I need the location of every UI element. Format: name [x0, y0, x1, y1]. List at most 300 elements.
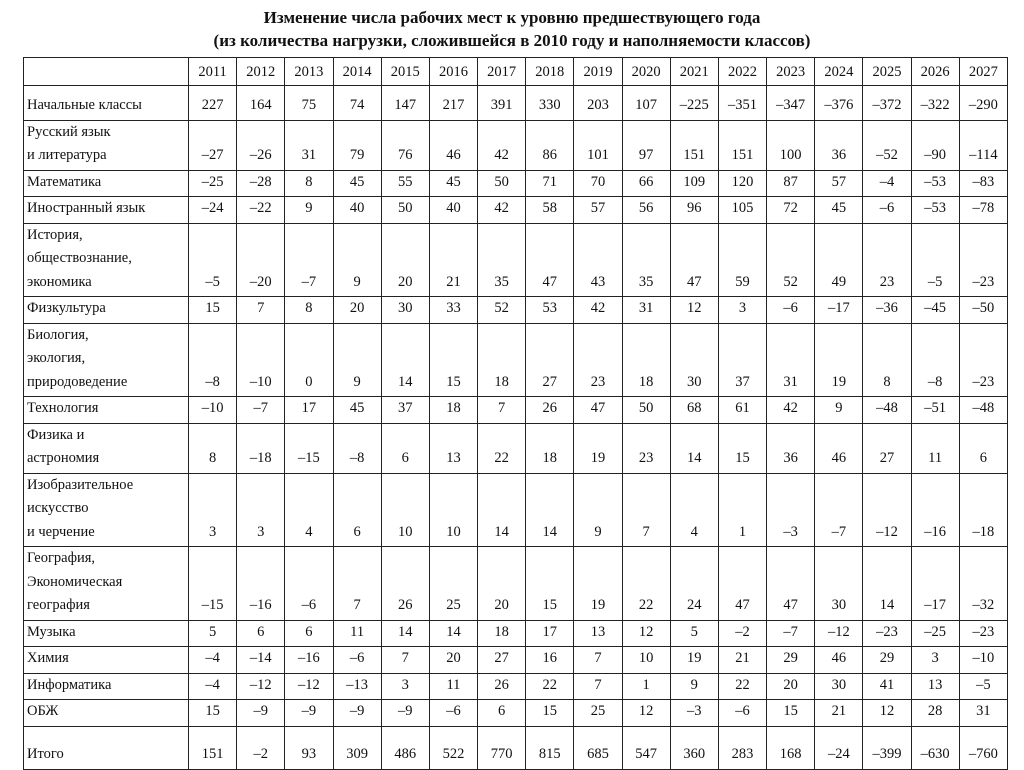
value-cell: 9	[815, 397, 863, 424]
value-cell: 9	[670, 673, 718, 700]
value-cell: 27	[526, 323, 574, 397]
value-cell: 14	[670, 423, 718, 473]
table-row	[24, 423, 1008, 473]
value-cell: 68	[670, 397, 718, 424]
value-cell: –7	[237, 397, 285, 424]
value-cell: –6	[718, 700, 766, 727]
value-cell: –23	[959, 620, 1007, 647]
value-cell: 30	[670, 323, 718, 397]
value-cell: 12	[622, 620, 670, 647]
value-cell: –27	[189, 120, 237, 170]
value-cell: 46	[815, 423, 863, 473]
value-cell: –25	[189, 170, 237, 197]
value-cell: –23	[863, 620, 911, 647]
value-cell: –36	[863, 297, 911, 324]
row-label-line: Химия	[27, 650, 69, 666]
value-cell: 203	[574, 86, 622, 121]
value-cell: 31	[622, 297, 670, 324]
row-label	[24, 423, 189, 473]
value-cell: –28	[237, 170, 285, 197]
value-cell: –3	[767, 473, 815, 547]
value-cell: –6	[429, 700, 477, 727]
row-label-line: История,	[27, 226, 83, 243]
value-cell: 52	[767, 223, 815, 297]
value-cell: 57	[574, 197, 622, 224]
row-label	[24, 323, 189, 397]
year-header-2019: 2019	[574, 58, 622, 86]
value-cell: 283	[718, 726, 766, 769]
row-label	[24, 223, 189, 297]
table-row	[24, 647, 1008, 674]
value-cell: 14	[381, 620, 429, 647]
value-cell: 14	[429, 620, 477, 647]
value-cell: –290	[959, 86, 1007, 121]
value-cell: 59	[718, 223, 766, 297]
value-cell: 20	[767, 673, 815, 700]
table-row	[24, 397, 1008, 424]
row-label	[24, 473, 189, 547]
row-label-line: экономика	[27, 273, 92, 290]
value-cell: 7	[574, 673, 622, 700]
value-cell: 31	[767, 323, 815, 397]
value-cell: –10	[189, 397, 237, 424]
value-cell: –78	[959, 197, 1007, 224]
value-cell: 7	[478, 397, 526, 424]
jobs-change-table	[23, 57, 1008, 770]
value-cell: –9	[237, 700, 285, 727]
value-cell: –347	[767, 86, 815, 121]
value-cell: 22	[526, 673, 574, 700]
value-cell: 486	[381, 726, 429, 769]
row-label	[24, 120, 189, 170]
value-cell: 29	[863, 647, 911, 674]
value-cell: –322	[911, 86, 959, 121]
row-label	[24, 86, 189, 121]
value-cell: 168	[767, 726, 815, 769]
row-label-line: Музыка	[27, 623, 76, 640]
table-row	[24, 620, 1008, 647]
value-cell: –20	[237, 223, 285, 297]
value-cell: 8	[189, 423, 237, 473]
row-label	[24, 170, 189, 197]
value-cell: 12	[863, 700, 911, 727]
value-cell: 6	[959, 423, 1007, 473]
value-cell: –51	[911, 397, 959, 424]
value-cell: 23	[622, 423, 670, 473]
value-cell: 120	[718, 170, 766, 197]
value-cell: 49	[815, 223, 863, 297]
row-label-line: Итого	[27, 746, 64, 762]
row-label-line: Физкультура	[27, 300, 106, 316]
year-header-2014: 2014	[333, 58, 381, 86]
value-cell: –12	[815, 620, 863, 647]
value-cell: 3	[911, 647, 959, 674]
value-cell: 45	[333, 170, 381, 197]
value-cell: 50	[381, 197, 429, 224]
table-row	[24, 170, 1008, 197]
value-cell: 87	[767, 170, 815, 197]
year-header-2020: 2020	[622, 58, 670, 86]
value-cell: 47	[574, 397, 622, 424]
table-row	[24, 323, 1008, 397]
value-cell: 8	[285, 170, 333, 197]
value-cell: –5	[959, 673, 1007, 700]
value-cell: –3	[670, 700, 718, 727]
value-cell: 13	[911, 673, 959, 700]
value-cell: –12	[863, 473, 911, 547]
value-cell: –23	[959, 223, 1007, 297]
row-label	[24, 547, 189, 621]
row-label-line: экология,	[27, 350, 86, 366]
value-cell: –15	[189, 547, 237, 621]
value-cell: 46	[815, 647, 863, 674]
value-cell: 105	[718, 197, 766, 224]
value-cell: 391	[478, 86, 526, 121]
value-cell: –12	[285, 673, 333, 700]
value-cell: 18	[622, 323, 670, 397]
value-cell: 46	[429, 120, 477, 170]
year-header-2027: 2027	[959, 58, 1007, 86]
value-cell: 74	[333, 86, 381, 121]
header-row	[24, 58, 1008, 86]
row-label	[24, 397, 189, 424]
value-cell: –53	[911, 170, 959, 197]
value-cell: 7	[381, 647, 429, 674]
row-label	[24, 647, 189, 674]
value-cell: –25	[911, 620, 959, 647]
year-header-2026: 2026	[911, 58, 959, 86]
value-cell: 35	[478, 223, 526, 297]
value-cell: 26	[478, 673, 526, 700]
value-cell: 22	[478, 423, 526, 473]
value-cell: 79	[333, 120, 381, 170]
value-cell: 42	[767, 397, 815, 424]
row-label-line: География,	[27, 550, 96, 566]
value-cell: 9	[285, 197, 333, 224]
value-cell: 70	[574, 170, 622, 197]
row-label	[24, 700, 189, 727]
value-cell: 50	[478, 170, 526, 197]
value-cell: 15	[767, 700, 815, 727]
value-cell: 20	[381, 223, 429, 297]
value-cell: 31	[959, 700, 1007, 727]
value-cell: –12	[237, 673, 285, 700]
year-header-2022: 2022	[718, 58, 766, 86]
value-cell: –399	[863, 726, 911, 769]
value-cell: 309	[333, 726, 381, 769]
value-cell: 12	[670, 297, 718, 324]
value-cell: 815	[526, 726, 574, 769]
value-cell: –6	[285, 547, 333, 621]
value-cell: 4	[285, 473, 333, 547]
value-cell: 151	[718, 120, 766, 170]
value-cell: 164	[237, 86, 285, 121]
value-cell: 0	[285, 323, 333, 397]
value-cell: 7	[237, 297, 285, 324]
row-label-line: география	[27, 597, 90, 613]
value-cell: –26	[237, 120, 285, 170]
value-cell: 41	[863, 673, 911, 700]
value-cell: –351	[718, 86, 766, 121]
value-cell: 30	[381, 297, 429, 324]
row-label-line: Изобразительное	[27, 476, 134, 493]
value-cell: 17	[526, 620, 574, 647]
value-cell: 72	[767, 197, 815, 224]
value-cell: 7	[622, 473, 670, 547]
value-cell: –22	[237, 197, 285, 224]
value-cell: 42	[478, 120, 526, 170]
value-cell: 35	[622, 223, 670, 297]
value-cell: –15	[285, 423, 333, 473]
value-cell: –2	[237, 726, 285, 769]
row-label-line: обществознание,	[27, 250, 132, 266]
value-cell: 43	[574, 223, 622, 297]
value-cell: –372	[863, 86, 911, 121]
value-cell: –5	[189, 223, 237, 297]
value-cell: 18	[478, 323, 526, 397]
value-cell: –18	[237, 423, 285, 473]
value-cell: 18	[429, 397, 477, 424]
value-cell: 21	[815, 700, 863, 727]
value-cell: 101	[574, 120, 622, 170]
value-cell: 107	[622, 86, 670, 121]
value-cell: –8	[911, 323, 959, 397]
value-cell: 151	[189, 726, 237, 769]
value-cell: 22	[718, 673, 766, 700]
value-cell: 15	[718, 423, 766, 473]
value-cell: –7	[285, 223, 333, 297]
value-cell: 29	[767, 647, 815, 674]
value-cell: 18	[478, 620, 526, 647]
value-cell: 42	[574, 297, 622, 324]
value-cell: 151	[670, 120, 718, 170]
year-header-2018: 2018	[526, 58, 574, 86]
value-cell: 47	[718, 547, 766, 621]
table-row	[24, 473, 1008, 547]
value-cell: –16	[285, 647, 333, 674]
value-cell: –8	[189, 323, 237, 397]
value-cell: 66	[622, 170, 670, 197]
value-cell: 75	[285, 86, 333, 121]
value-cell: –13	[333, 673, 381, 700]
value-cell: 100	[767, 120, 815, 170]
value-cell: 13	[574, 620, 622, 647]
value-cell: 9	[333, 323, 381, 397]
year-header-2017: 2017	[478, 58, 526, 86]
title-line-2: (из количества нагрузки, сложившейся в 2010 году и наполняемости классов)	[213, 31, 811, 50]
value-cell: 30	[815, 673, 863, 700]
value-cell: –8	[333, 423, 381, 473]
value-cell: 8	[285, 297, 333, 324]
value-cell: 47	[767, 547, 815, 621]
table-body	[24, 86, 1008, 770]
value-cell: 45	[333, 397, 381, 424]
value-cell: 33	[429, 297, 477, 324]
row-label-line: природоведение	[27, 373, 128, 390]
value-cell: 15	[189, 700, 237, 727]
value-cell: 96	[670, 197, 718, 224]
table-row	[24, 673, 1008, 700]
year-header-2024: 2024	[815, 58, 863, 86]
value-cell: 547	[622, 726, 670, 769]
value-cell: 14	[381, 323, 429, 397]
value-cell: 55	[381, 170, 429, 197]
value-cell: 330	[526, 86, 574, 121]
value-cell: –18	[959, 473, 1007, 547]
value-cell: 3	[718, 297, 766, 324]
value-cell: 71	[526, 170, 574, 197]
row-label-line: Информатика	[27, 676, 112, 693]
value-cell: –225	[670, 86, 718, 121]
value-cell: 19	[574, 423, 622, 473]
value-cell: –5	[911, 223, 959, 297]
table-row	[24, 297, 1008, 324]
value-cell: 10	[381, 473, 429, 547]
value-cell: 10	[429, 473, 477, 547]
value-cell: 24	[670, 547, 718, 621]
year-header-2023: 2023	[767, 58, 815, 86]
value-cell: 16	[526, 647, 574, 674]
value-cell: –16	[237, 547, 285, 621]
row-label-line: Экономическая	[27, 573, 123, 590]
value-cell: –6	[863, 197, 911, 224]
value-cell: 19	[815, 323, 863, 397]
value-cell: –32	[959, 547, 1007, 621]
value-cell: 15	[526, 700, 574, 727]
value-cell: 109	[670, 170, 718, 197]
value-cell: 37	[718, 323, 766, 397]
value-cell: –23	[959, 323, 1007, 397]
value-cell: –24	[815, 726, 863, 769]
value-cell: –83	[959, 170, 1007, 197]
value-cell: 93	[285, 726, 333, 769]
value-cell: 76	[381, 120, 429, 170]
value-cell: 27	[478, 647, 526, 674]
value-cell: 4	[670, 473, 718, 547]
value-cell: 50	[622, 397, 670, 424]
table-row	[24, 223, 1008, 297]
value-cell: 21	[718, 647, 766, 674]
value-cell: –17	[815, 297, 863, 324]
value-cell: 770	[478, 726, 526, 769]
row-label-line: Иностранный язык	[27, 200, 146, 216]
value-cell: 25	[574, 700, 622, 727]
value-cell: 360	[670, 726, 718, 769]
value-cell: 40	[429, 197, 477, 224]
value-cell: 6	[333, 473, 381, 547]
value-cell: 17	[285, 397, 333, 424]
value-cell: 20	[333, 297, 381, 324]
title-line-1: Изменение числа рабочих мест к уровню предшествующего года	[263, 8, 761, 27]
value-cell: 5	[189, 620, 237, 647]
value-cell: –6	[333, 647, 381, 674]
value-cell: 11	[429, 673, 477, 700]
year-header-2021: 2021	[670, 58, 718, 86]
value-cell: 21	[429, 223, 477, 297]
value-cell: 13	[429, 423, 477, 473]
value-cell: 37	[381, 397, 429, 424]
row-label	[24, 197, 189, 224]
year-header-2011: 2011	[189, 58, 237, 86]
value-cell: –376	[815, 86, 863, 121]
value-cell: 9	[333, 223, 381, 297]
value-cell: –4	[189, 647, 237, 674]
value-cell: 9	[574, 473, 622, 547]
value-cell: 56	[622, 197, 670, 224]
value-cell: –52	[863, 120, 911, 170]
total-row	[24, 726, 1008, 769]
value-cell: –760	[959, 726, 1007, 769]
row-label	[24, 620, 189, 647]
row-label-line: Технология	[27, 400, 99, 416]
value-cell: 27	[863, 423, 911, 473]
value-cell: 18	[526, 423, 574, 473]
value-cell: 52	[478, 297, 526, 324]
value-cell: 14	[863, 547, 911, 621]
value-cell: 57	[815, 170, 863, 197]
value-cell: 6	[381, 423, 429, 473]
value-cell: 36	[815, 120, 863, 170]
value-cell: –48	[959, 397, 1007, 424]
value-cell: –9	[333, 700, 381, 727]
year-header-2012: 2012	[237, 58, 285, 86]
value-cell: 36	[767, 423, 815, 473]
row-label-line: и черчение	[27, 523, 95, 540]
value-cell: 86	[526, 120, 574, 170]
value-cell: 53	[526, 297, 574, 324]
year-header-2016: 2016	[429, 58, 477, 86]
value-cell: –4	[863, 170, 911, 197]
value-cell: 26	[381, 547, 429, 621]
value-cell: –10	[237, 323, 285, 397]
value-cell: –9	[285, 700, 333, 727]
value-cell: –7	[815, 473, 863, 547]
value-cell: –45	[911, 297, 959, 324]
year-header-2015: 2015	[381, 58, 429, 86]
value-cell: 45	[815, 197, 863, 224]
value-cell: 10	[622, 647, 670, 674]
value-cell: 15	[189, 297, 237, 324]
value-cell: –17	[911, 547, 959, 621]
row-label-line: Математика	[27, 173, 102, 190]
row-label-line: Начальные классы	[27, 97, 142, 113]
value-cell: 8	[863, 323, 911, 397]
value-cell: 47	[526, 223, 574, 297]
value-cell: 6	[237, 620, 285, 647]
value-cell: 40	[333, 197, 381, 224]
value-cell: –90	[911, 120, 959, 170]
table-row	[24, 700, 1008, 727]
value-cell: 11	[333, 620, 381, 647]
value-cell: –48	[863, 397, 911, 424]
value-cell: –50	[959, 297, 1007, 324]
value-cell: 20	[478, 547, 526, 621]
row-label-line: искусство	[27, 500, 89, 516]
row-label	[24, 726, 189, 769]
value-cell: –9	[381, 700, 429, 727]
table-row	[24, 120, 1008, 170]
value-cell: 7	[333, 547, 381, 621]
value-cell: 19	[574, 547, 622, 621]
value-cell: –114	[959, 120, 1007, 170]
table-row	[24, 197, 1008, 224]
year-header-2025: 2025	[863, 58, 911, 86]
value-cell: 6	[285, 620, 333, 647]
value-cell: 97	[622, 120, 670, 170]
value-cell: 15	[526, 547, 574, 621]
value-cell: 11	[911, 423, 959, 473]
row-label-line: Физика и	[27, 426, 85, 443]
